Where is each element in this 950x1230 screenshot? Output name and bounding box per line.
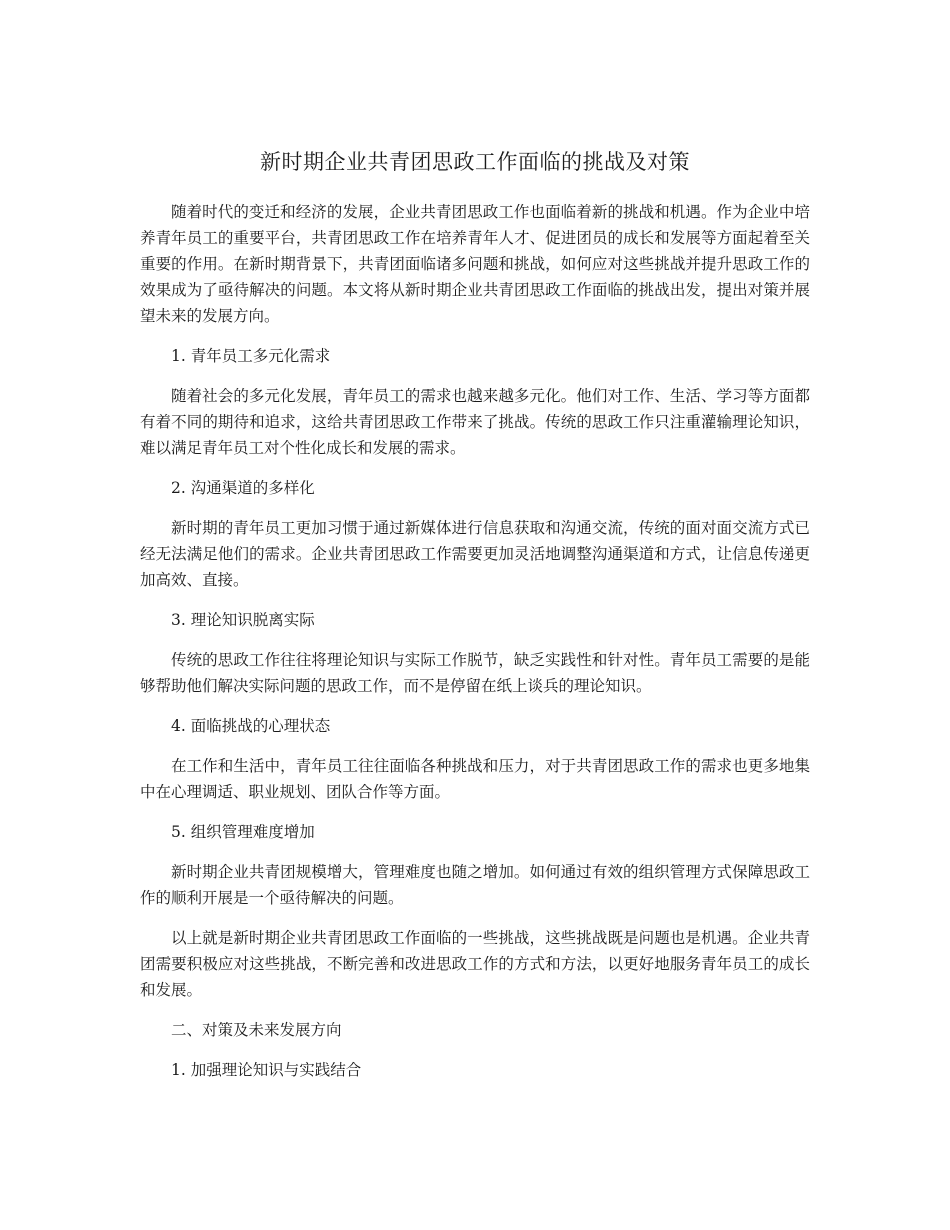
section-paragraph-2: 新时期的青年员工更加习惯于通过新媒体进行信息获取和沟通交流，传统的面对面交流方式已经无法满足他们的需求。企业共青团思政工作需要更加灵活地调整沟通渠道和方式，让信息传递更加高效、直接。	[140, 519, 810, 589]
document-body	[140, 199, 810, 1097]
section-heading-3: 3. 理论知识脱离实际	[171, 611, 315, 629]
document-title: 新时期企业共青团思政工作面临的挑战及对策	[260, 150, 690, 174]
section-heading-2: 2. 沟通渠道的多样化	[171, 479, 315, 497]
summary-paragraph: 以上就是新时期企业共青团思政工作面临的一些挑战，这些挑战既是问题也是机遇。企业共青团需要积极应对这些挑战，不断完善和改进思政工作的方式和方法，以更好地服务青年员工的成长和发展。	[140, 929, 810, 999]
section-paragraph-5: 新时期企业共青团规模增大，管理难度也随之增加。如何通过有效的组织管理方式保障思政工作的顺利开展是一个亟待解决的问题。	[140, 863, 810, 907]
section-heading-5: 5. 组织管理难度增加	[171, 823, 315, 841]
section-paragraph-4: 在工作和生活中，青年员工往往面临各种挑战和压力，对于共青团思政工作的需求也更多地集中在心理调适、职业规划、团队合作等方面。	[140, 757, 810, 801]
part-two-item-1-heading: 1. 加强理论知识与实践结合	[171, 1061, 362, 1079]
section-paragraph-3: 传统的思政工作往往将理论知识与实际工作脱节，缺乏实践性和针对性。青年员工需要的是能够帮助他们解决实际问题的思政工作，而不是停留在纸上谈兵的理论知识。	[140, 651, 810, 695]
intro-paragraph: 随着时代的变迁和经济的发展，企业共青团思政工作也面临着新的挑战和机遇。作为企业中培养青年员工的重要平台，共青团思政工作在培养青年人才、促进团员的成长和发展等方面起着至关重要的作用。在新时期背景下，共青团面临诸多问题和挑战，如何应对这些挑战并提升思政工作的效果成为了亟待解决的问题。本文将从新时期企业共青团思政工作面临的挑战出发，提出对策并展望未来的发展方向。	[140, 203, 810, 325]
section-paragraph-1: 随着社会的多元化发展，青年员工的需求也越来越多元化。他们对工作、生活、学习等方面都有着不同的期待和追求，这给共青团思政工作带来了挑战。传统的思政工作只注重灌输理论知识，难以满足青年员工对个性化成长和发展的需求。	[140, 387, 810, 457]
part-two-heading: 二、对策及未来发展方向	[171, 1021, 342, 1039]
section-heading-1: 1. 青年员工多元化需求	[171, 347, 331, 365]
section-heading-4: 4. 面临挑战的心理状态	[171, 717, 331, 735]
